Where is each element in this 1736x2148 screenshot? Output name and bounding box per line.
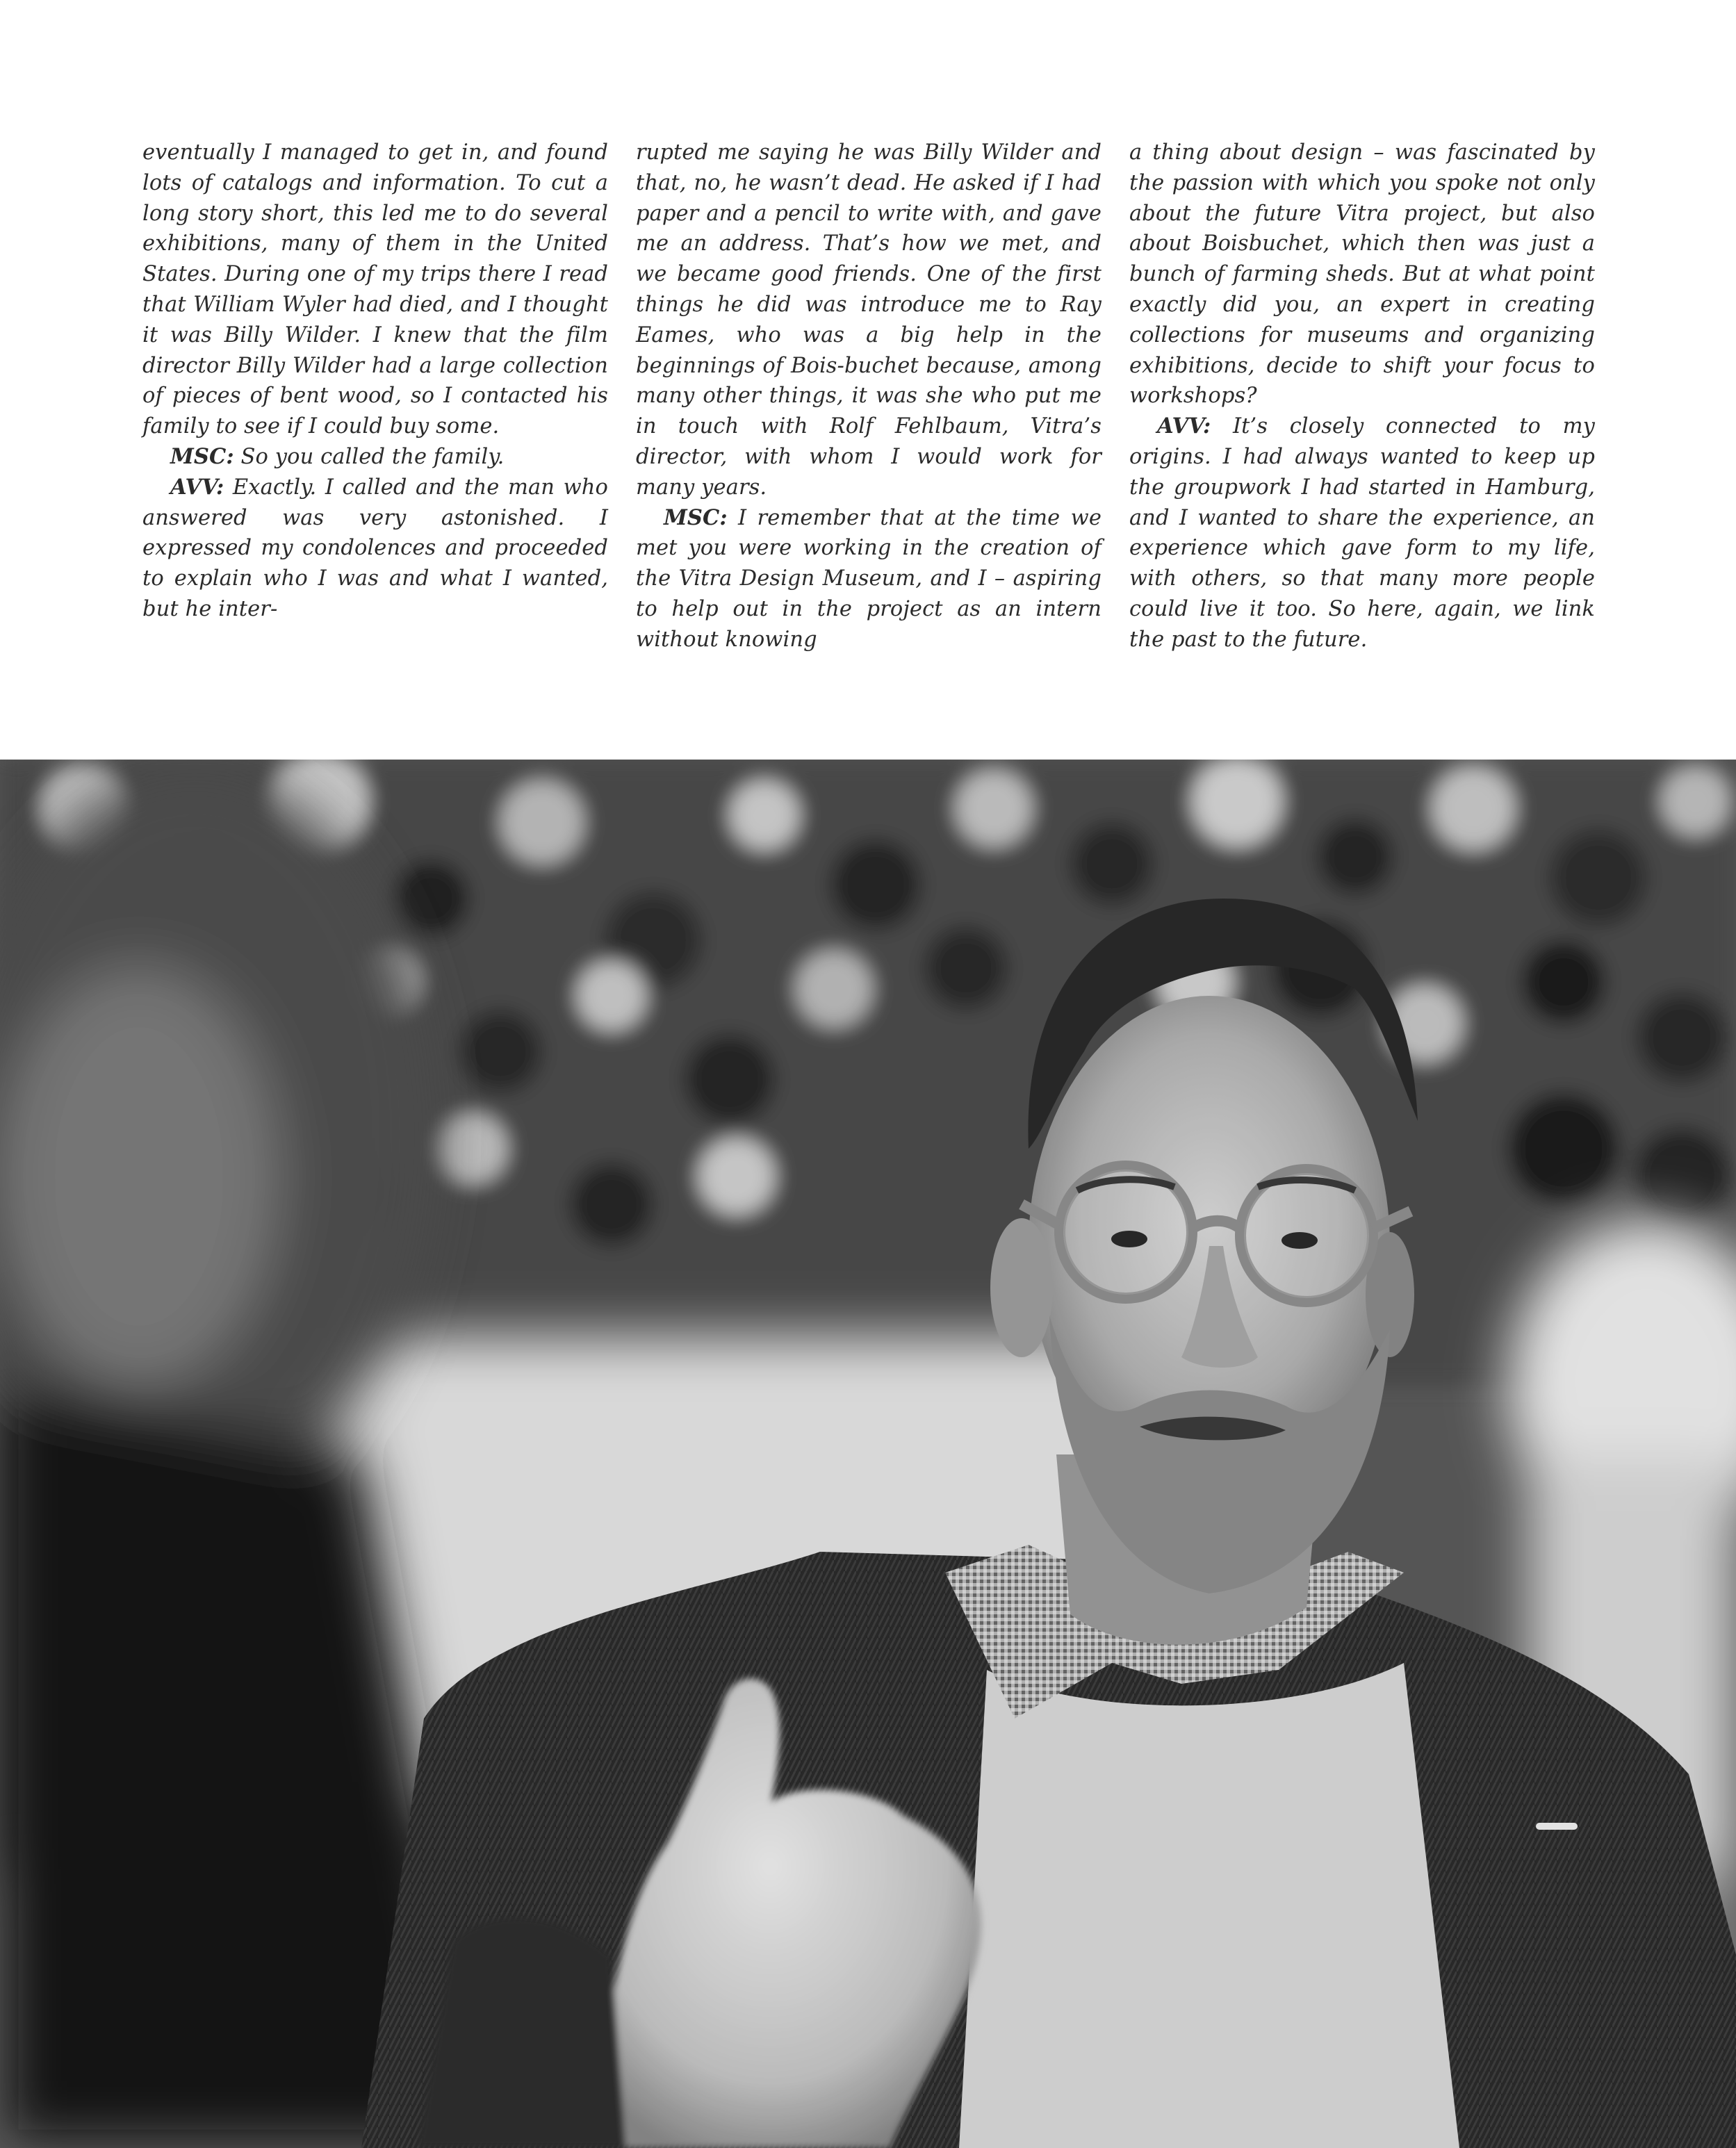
paragraph (1129, 411, 1595, 655)
article-text (142, 138, 1595, 652)
paragraph (142, 473, 608, 625)
paragraph (142, 442, 608, 473)
speaker-label: AVV: (170, 474, 224, 500)
paragraph-text: Exactly. I called and the man who answered was very astonished. I expressed my condolences and proceeded to explain who I was and what I wanted, but he inter- (142, 475, 608, 621)
paragraph-text: It’s closely connected to my origins. I had always wanted to keep up the groupwork I had started in Hamburg, and I wanted to share the experience, an experience which gave form to my life, with others, so that many more people could live it too. So here, again, we link the past to the future. (1129, 414, 1595, 652)
paragraph-text: rupted me saying he was Billy Wilder and that, no, he wasn’t dead. He asked if I had paper and a pencil to write with, and gave me an address. That’s how we met, and we became good friends. One of the first things he did was introduce me to Ray Eames, who was a big help in the beginnings of Bois-buchet because, among many other things, it was she who put me in touch with Rolf Fehlbaum, Vitra’s director, with whom I would work for many years. (636, 140, 1102, 500)
paragraph (636, 503, 1102, 655)
text-column-3 (1129, 138, 1595, 655)
paragraph-text: a thing about design – was fascinated by the passion with which you spoke not only about the future Vitra project, but also about Boisbuchet, which then was just a bunch of farming sheds. But at what point exactly did you, an expert in creating collections for museums and organizing exhibitions, decide to shift your focus to workshops? (1129, 140, 1595, 409)
text-column-2 (636, 138, 1102, 655)
paragraph-text: eventually I managed to get in, and found lots of catalogs and information. To cut a long story short, this led me to do several exhibitions, many of them in the United States. During one of my trips there I read that William Wyler had died, and I thought it was Billy Wilder. I knew that the film director Billy Wilder had a large collection of pieces of bent wood, so I contacted his family to see if I could buy some. (142, 140, 608, 439)
paragraph-text: I remember that at the time we met you were working in the creation of the Vitra Design Museum, and I – aspiring to help out in the project as an intern without knowing (636, 505, 1102, 652)
paragraph (636, 138, 1102, 503)
speaker-label: AVV: (1157, 413, 1211, 439)
paragraph-text: So you called the family. (234, 444, 505, 469)
photo-illustration (0, 760, 1736, 2148)
paragraph (142, 138, 608, 442)
paragraph (1129, 138, 1595, 411)
text-column-1 (142, 138, 608, 625)
speaker-label: MSC: (664, 505, 728, 530)
portrait-photo (0, 760, 1736, 2148)
speaker-label: MSC: (170, 443, 234, 469)
